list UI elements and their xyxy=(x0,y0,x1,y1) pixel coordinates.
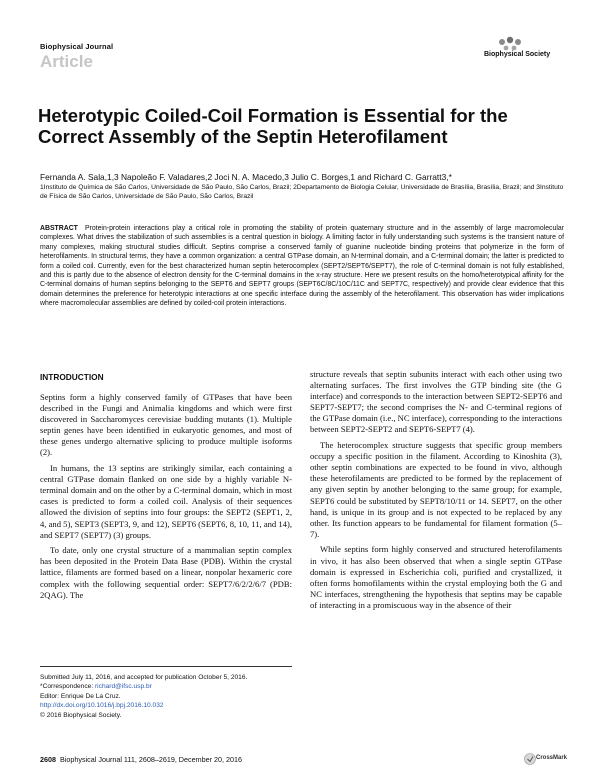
correspondence: *Correspondence: richard@ifsc.usp.br xyxy=(40,683,152,691)
paragraph: structure reveals that septin subunits interact with each other using two alternating surfaces. The first involves the GTP binding site (the G interface) and corresponds to the interaction between SEPT2-SEPT6 and SEPT7-SEPT7; the second comprises the N- and C-terminal regions of the GTPase domain (i.e., NC interface), corresponding to the interactions between SEPT2-SEPT2 and SEPT6-SEPT7 (4). xyxy=(310,369,562,435)
paragraph: In humans, the 13 septins are strikingly similar, each containing a central GTPase domain flanked on one side by a highly variable N-terminal domain and on the other by a C-terminal domain, which in most cases is predicted to form a coiled coil. Analysis of their sequences allowed the division of septins into four groups: the SEPT2 (SEPT1, 2, 4, and 5), SEPT3 (SEPT3, 9, and 12), SEPT6 (SEPT6, 8, 10, 11, and 14), and SEPT7 (SEPT7) (3) groups. xyxy=(40,463,292,540)
doi-link[interactable]: http://dx.doi.org/10.1016/j.bpj.2016.10.032 xyxy=(40,702,164,710)
author-list: Fernanda A. Sala,1,3 Napoleão F. Valadares,2 Joci N. A. Macedo,3 Julio C. Borges,1 and Richard C. Garratt3,* xyxy=(40,172,452,182)
paragraph: Septins form a highly conserved family of GTPases that have been described in the Fungi and Animalia kingdoms and which were first discovered in Saccharomyces cerevisiae budding mutants (1). Multiple septin genes have been identified in eukaryotic genomes, and most of these genes undergo alternative splicing to produce multiple isoforms (2). xyxy=(40,392,292,458)
footnote-divider xyxy=(40,666,292,667)
crossmark-label: CrossMark xyxy=(536,755,568,761)
abstract-label: ABSTRACT xyxy=(40,225,78,232)
paragraph: While septins form highly conserved and structured heterofilaments in vivo, it has also been observed that when a single septin GTPase domain is expressed in Escherichia coli, purified and crystallized, it often forms homofilaments within the crystal employing both the G and NC interfaces, strengthening the hypothesis that septins may be capable of interacting in a promiscuous way in the absence of their xyxy=(310,544,562,610)
paragraph: To date, only one crystal structure of a mammalian septin complex has been deposited in the Protein Data Base (PDB). Within the crystal lattice, filaments are formed based on a linear, nonpolar hexameric core complex with the following sequential order: SEPT7/6/2/2/6/7 (PDB: 2QAG). The xyxy=(40,545,292,600)
editor: Editor: Enrique De La Cruz. xyxy=(40,692,121,700)
affiliations: 1Instituto de Química de São Carlos, Universidade de São Paulo, São Carlos, Brazil; 2Departamento de Biologia Celular, Universidade de Brasília, Brasília, Brazil; and 3Instituto de Física de São Carlos, Universidade de São Paulo, São Carlos, Brazil xyxy=(40,184,564,200)
body-column-left xyxy=(40,392,292,601)
email-link[interactable]: richard@ifsc.usp.br xyxy=(94,683,152,691)
section-label: Article xyxy=(40,52,93,71)
copyright: © 2016 Biophysical Society. xyxy=(40,711,122,719)
paper-title: Heterotypic Coiled-Coil Formation is Essential for the Correct Assembly of the Septin Heterofilament xyxy=(38,105,508,147)
society-name: Biophysical Society xyxy=(484,51,551,58)
page-number: 2608 xyxy=(40,755,56,764)
abstract-text: Protein-protein interactions play a critical role in promoting the stability of protein quaternary structure and in the assembly of large macromolecular complexes. What drives the stabilization of such assemblies is a central question in biology. A limiting factor in fully understanding such systems is the transient nature of many complexes, making structural studies difficult. Septins comprise a conserved family of guanine nucleotide binding proteins that polymerize in the form of heterofilaments. In structural terms, they have a common organization: a central GTPase domain, an N-terminal domain, and a C-terminal domain; the latter is predicted to form a coiled coil. Currently, even for the best characterized human septin heterocomplex (SEPT2/SEPT6/SEPT7), the role of C-terminal domain is not fully established, and this is partly due to the absence of electron density for the C-terminal domains in the x-ray structure. Here we present results on the homo/heterotypical affinity for the C-terminal domains of human septins belonging to the SEPT6 and SEPT7 groups (SEPT6C/8C/10C/11C and SEPT7C, respectively) and provide clear evidence that this domain determines the preference for heterotypic interactions at one specific interface during the assembly of the heterofilament. This observation has wider implications where macromolecular assemblies are defined by coiled-coil protein interactions. xyxy=(40,225,564,308)
journal-name: Biophysical Journal xyxy=(40,42,114,51)
section-heading-introduction: INTRODUCTION xyxy=(40,372,104,382)
footnotes xyxy=(40,673,292,720)
citation: Biophysical Journal 111, 2608–2619, December 20, 2016 xyxy=(60,755,242,764)
body-column-right xyxy=(310,369,562,611)
abstract xyxy=(40,224,564,309)
paragraph: The heterocomplex structure suggests that specific group members occupy a specific position in the filament. According to Kinoshita (3), other septin combinations are expected to be found in vivo, although these heterofilaments are predicted to be formed by the replacement of any given septin by another belonging to the same group; for example, SEPT6 could be substituted by SEPT8/10/11 or 14. SEPT7, on the other hand, is unique in its group and is not expected to be replaced by any other. Its function appears to be fundamental for filament formation (5–7). xyxy=(310,440,562,539)
submission-dates: Submitted July 11, 2016, and accepted for publication October 5, 2016. xyxy=(40,674,248,681)
page-footer xyxy=(40,755,242,764)
